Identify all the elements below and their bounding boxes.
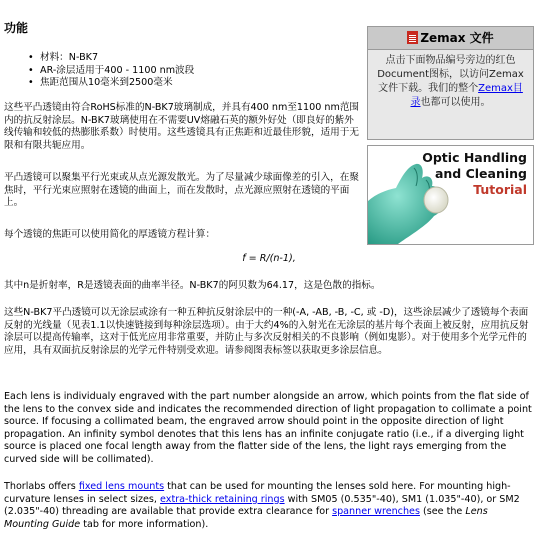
tutorial-line-3: Tutorial [473, 182, 527, 197]
zemax-description [368, 50, 533, 114]
mounting-text-2: that can be used for mounting the lenses sold here. For mounting high-curvature lenses in select sizes, [4, 481, 511, 505]
retaining-rings-link[interactable]: extra-thick retaining rings [160, 493, 285, 505]
abbe-paragraph: 其中n是折射率，R是透镜表面的曲率半径。N-BK7的阿贝数为64.17，这是色散的指标。 [4, 280, 381, 291]
feature-item-focal-range: • 焦距范围从10毫米到2500毫米 [28, 77, 194, 90]
document-icon [407, 31, 418, 44]
equation-intro-paragraph: 每个透镜的焦距可以使用简化的厚透镜方程计算： [4, 229, 216, 240]
intro-paragraph: 这些平凸透镜由符合RoHS标准的N-BK7玻璃制成，并具有400 nm至1100 nm范围内的抗反射涂层。N-BK7玻璃使用在不需要UV熔融石英的额外好处（即良好的紫外线传输和较低的热膨胀系数）时使用。这些透镜具有正焦距和近最佳形貌，适用于无限和有限共轭应用。 [4, 102, 360, 151]
tutorial-line-2: and Cleaning [434, 166, 527, 181]
zemax-header [368, 27, 533, 50]
feature-item-coating: • AR-涂层适用于400 - 1100 nm波段 [28, 65, 194, 78]
mounting-text-5: tab for more information). [80, 518, 209, 530]
spanner-wrenches-link[interactable]: spanner wrenches [332, 506, 420, 518]
engraving-paragraph: Each lens is individualy engraved with the part number alongside an arrow, which points from the flat side of the lens to the convex side and indicates the recommended direction of light propagation to collimate a point source. If focusing a collimated beam, the engraved arrow should point in the opposite direction of light propagation. An infinity symbol denotes that this lens has an infinite conjugate ratio (i.e., if a diverging light source is placed one focal length away from the flatter side of the lens, the light rays emerging from the curved side will be collimated). [4, 391, 532, 465]
mounting-text-4: (see the [419, 506, 466, 518]
coating-paragraph: 这些N-BK7平凸透镜可以无涂层或涂有一种五种抗反射涂层中的一种(-A, -AB, -B, -C, 或 -D)，这些涂层减少了透镜每个表面反射的光线量（见表1.1以快速链接到每种涂层选项）。由于大约4%的入射光在无涂层的基片每个表面上被反射，应用抗反射涂层可以提高传输率，这对于低光应用非常重要，并防止与多次反射相关的不良影响（例如鬼影）。对于使用多个光学元件的应用，具有双面抗反射涂层的光学元件特别受欢迎。请参阅图表标签以获取更多涂层信息。 [4, 307, 529, 356]
zemax-title: Zemax 文件 [420, 31, 494, 45]
lens-mounting-guide-ref: Lens Mounting Guide [4, 506, 488, 530]
zemax-text-after: 也都可以使用。 [420, 97, 491, 108]
optic-handling-tutorial-banner[interactable] [367, 145, 534, 245]
zemax-info-box [367, 26, 534, 140]
mounting-text-1: Thorlabs offers [4, 481, 79, 492]
mounting-paragraph [4, 481, 532, 531]
lens-equation: f = R/(n-1), [242, 253, 296, 264]
zemax-catalog-link[interactable]: Zemax目录 [410, 83, 523, 108]
zemax-text-before: 点击下面物品编号旁边的红色Document图标，以访问Zemax文件下载。我们的整个 [377, 55, 524, 94]
tutorial-line-1: Optic Handling [422, 150, 527, 165]
feature-item-material: • 材料：N-BK7 [28, 52, 194, 65]
tutorial-title [422, 150, 527, 198]
fixed-lens-mounts-link[interactable]: fixed lens mounts [78, 481, 165, 492]
mounting-text-3: with SM05 (0.535"-40), SM1 (1.035"-40), or SM2 (2.035"-40) threading are available that provide extra clearance for [4, 493, 520, 518]
page-heading: 功能 [4, 21, 29, 35]
feature-list [28, 52, 194, 90]
focusing-paragraph: 平凸透镜可以聚集平行光束或从点光源发散光。为了尽量减少球面像差的引入，在聚焦时，平行光束应照射在透镜的曲面上，而在发散时，点光源应照射在透镜的平面上。 [4, 172, 359, 209]
